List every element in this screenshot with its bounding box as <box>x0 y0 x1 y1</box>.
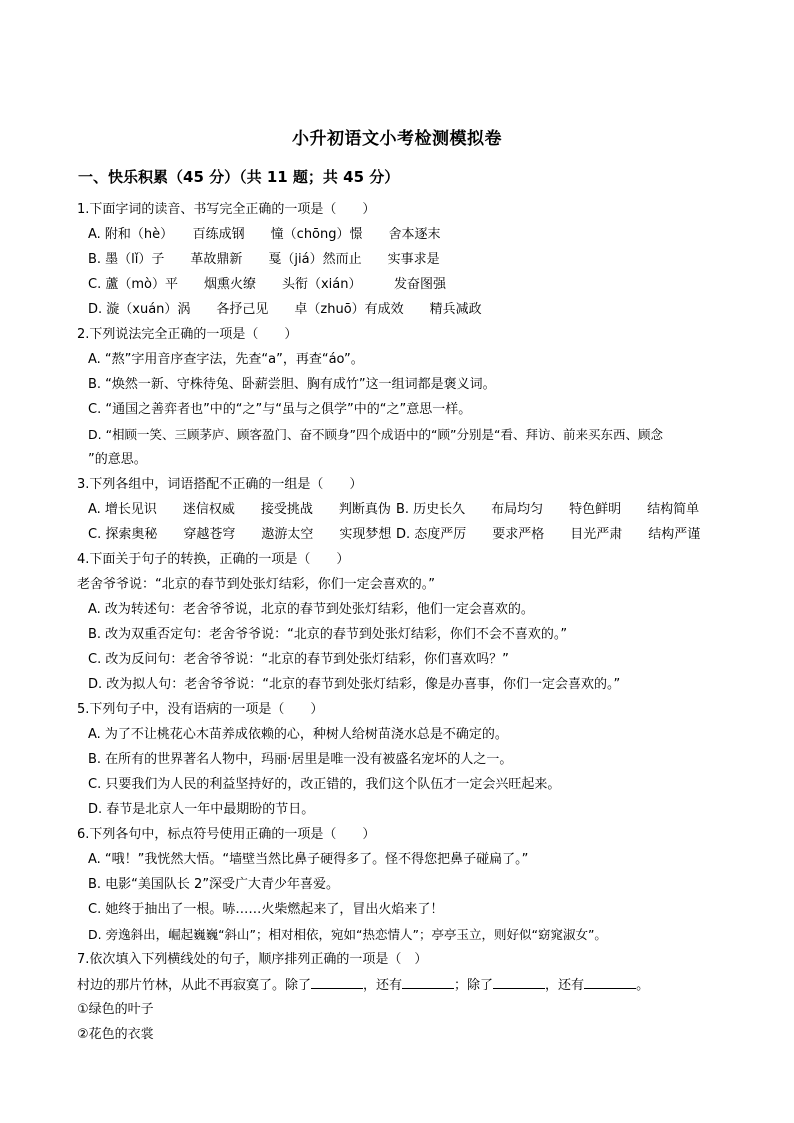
question-4-option-d: D. 改为拟人句：老舍爷爷说：“北京的春节到处张灯结彩，像是办喜事，你们一定会喜欢的。” <box>88 677 621 692</box>
question-2-option-c: C. “通国之善弈者也”中的“之”与“虽与之俱学”中的“之”意思一样。 <box>88 402 472 417</box>
question-2-option-b: B. “焕然一新、守株待兔、卧薪尝胆、胸有成竹”这一组词都是褒义词。 <box>88 377 496 392</box>
question-7-passage <box>77 976 649 995</box>
question-1-option-c: C. 蘆（mò）平 烟熏火缭 头衔（xián） 发奋图强 <box>88 277 446 292</box>
passage-text: 。 <box>636 978 650 993</box>
question-6-option-a: A. “哦！”我恍然大悟。“墙壁当然比鼻子硬得多了。怪不得您把鼻子碰扁了。” <box>88 852 529 867</box>
passage-text: ，还有 <box>545 978 585 993</box>
question-2-option-d: D. “相顾一笑、三顾茅庐、顾客盈门、奋不顾身”四个成语中的“顾”分别是“看、拜访、前来买东西、顾念 <box>88 427 663 442</box>
question-7-item-2: ②花色的衣裳 <box>77 1027 154 1042</box>
answer-blank-4[interactable] <box>584 976 636 989</box>
question-3-stem: 3.下列各组中，词语搭配不正确的一组是（ ） <box>77 477 363 492</box>
question-4-quote: 老舍爷爷说：“北京的春节到处张灯结彩，你们一定会喜欢的。” <box>77 577 435 592</box>
passage-text: ；除了 <box>454 978 494 993</box>
page-title: 小升初语文小考检测模拟卷 <box>292 129 502 149</box>
question-2-option-d-continued: ”的意思。 <box>88 452 147 467</box>
question-2-stem: 2.下列说法完全正确的一项是（ ） <box>77 327 298 342</box>
question-5-option-a: A. 为了不让桃花心木苗养成依赖的心，种树人给树苗浇水总是不确定的。 <box>88 727 508 742</box>
answer-blank-3[interactable] <box>493 976 545 989</box>
question-5-option-b: B. 在所有的世界著名人物中，玛丽·居里是唯一没有被盛名宠坏的人之一。 <box>88 752 513 767</box>
question-6-stem: 6.下列各句中，标点符号使用正确的一项是（ ） <box>77 827 376 842</box>
passage-text: ，还有 <box>363 978 403 993</box>
question-5-option-c: C. 只要我们为人民的利益坚持好的，改正错的，我们这个队伍才一定会兴旺起来。 <box>88 777 561 792</box>
passage-text: 村边的那片竹林，从此不再寂寞了。除了 <box>77 978 312 993</box>
question-4-option-b: B. 改为双重否定句：老舍爷爷说：“北京的春节到处张灯结彩，你们不会不喜欢的。” <box>88 627 568 642</box>
question-1-option-a: A. 附和（hè） 百练成钢 憧（chōng）憬 舍本逐末 <box>88 227 441 242</box>
question-3-option-c: C. 探索奥秘 穿越苍穹 遨游太空 实现梦想 <box>88 527 392 542</box>
answer-blank-1[interactable] <box>311 976 363 989</box>
question-3-option-a: A. 增长见识 迷信权威 接受挑战 判断真伪 <box>88 502 391 517</box>
question-1-stem: 1.下面字词的读音、书写完全正确的一项是（ ） <box>77 202 376 217</box>
question-1-option-b: B. 墨（lǐ）子 革故鼎新 戛（jiá）然而止 实事求是 <box>88 252 440 267</box>
question-5-stem: 5.下列句子中，没有语病的一项是（ ） <box>77 702 324 717</box>
question-5-option-d: D. 春节是北京人一年中最期盼的节日。 <box>88 802 315 817</box>
section-heading: 一、快乐积累（45 分）（共 11 题；共 45 分） <box>78 168 400 186</box>
question-6-option-b: B. 电影“美国队长 2”深受广大青少年喜爱。 <box>88 877 340 892</box>
question-7-stem: 7.依次填入下列横线处的句子，顺序排列正确的一项是（ ） <box>77 952 428 967</box>
question-4-stem: 4.下面关于句子的转换，正确的一项是（ ） <box>77 552 350 567</box>
question-2-option-a: A. “熬”字用音序查字法，先查“a”，再查“áo”。 <box>88 352 364 367</box>
question-4-option-a: A. 改为转述句：老舍爷爷说，北京的春节到处张灯结彩，他们一定会喜欢的。 <box>88 602 534 617</box>
answer-blank-2[interactable] <box>402 976 454 989</box>
question-6-option-d: D. 旁逸斜出，崛起巍巍“斜山”；相对相依，宛如“热恋情人”；亭亭玉立，则好似“窈窕淑女”。 <box>88 927 607 942</box>
question-6-option-c: C. 她终于抽出了一根。哧……火柴燃起来了，冒出火焰来了！ <box>88 902 444 917</box>
question-3-option-d: D. 态度严厉 要求严格 目光严肃 结构严谨 <box>396 527 701 542</box>
question-7-item-1: ①绿色的叶子 <box>77 1002 154 1017</box>
question-1-option-d: D. 漩（xuán）涡 各抒己见 卓（zhuō）有成效 精兵减政 <box>88 302 482 317</box>
question-3-option-b: B. 历史长久 布局均匀 特色鲜明 结构简单 <box>396 502 700 517</box>
question-4-option-c: C. 改为反问句：老舍爷爷说：“北京的春节到处张灯结彩，你们喜欢吗？” <box>88 652 509 667</box>
